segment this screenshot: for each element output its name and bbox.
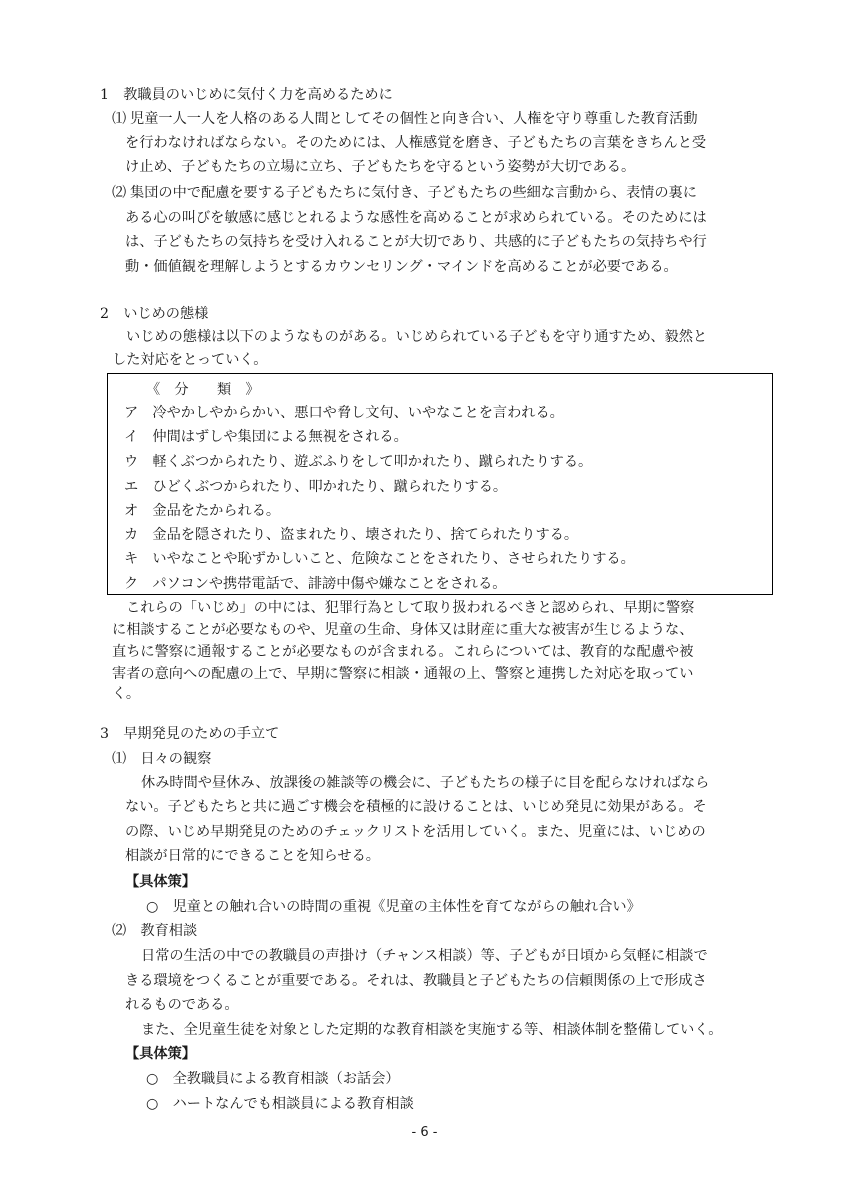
- section2-after-line: く。: [112, 686, 141, 702]
- classification-item: ク パソコンや携帯電話で、誹謗中傷や嫌なことをされる。: [124, 576, 507, 592]
- section3-sub1-measure: ○ 児童との触れ合いの時間の重視《児童の主体性を育てながらの触れ合い》: [146, 899, 641, 915]
- section3-sub1-heading: ⑴ 日々の観察: [112, 751, 212, 767]
- section3-sub2-measures-label: 【具体策】: [125, 1046, 196, 1062]
- section3-sub1-line: 休み時間や昼休み、放課後の雑談等の機会に、子どもたちの様子に目を配らなければなら: [141, 775, 710, 791]
- section3-sub2-line: 日常の生活の中での教職員の声掛け（チャンス相談）等、子どもが日頃から気軽に相談で: [141, 948, 708, 964]
- section1-item2-marker: ⑵: [112, 185, 127, 201]
- section2-after-line: 害者の意向への配慮の上で、早期に警察に相談・通報の上、警察と連携した対応を取ってい: [112, 666, 694, 682]
- section3-sub2-line: きる環境をつくることが重要である。それは、教職員と子どもたちの信頼関係の上で形成さ: [125, 973, 707, 989]
- section2-after-line: これらの「いじめ」の中には、犯罪行為として取り扱われるべきと認められ、早期に警察: [126, 600, 695, 616]
- section3-heading: 3 早期発見のための手立て: [100, 726, 280, 742]
- section1-item1-line: 児童一人一人を人格のある人間としてその個性と向き合い、人権を守り尊重した教育活動: [130, 111, 698, 127]
- section3-sub1-measures-label: 【具体策】: [125, 874, 196, 890]
- section3-sub1-line: ない。子どもたちと共に過ごす機会を積極的に設けることは、いじめ発見に効果がある。そ: [125, 799, 707, 815]
- section1-item1-marker: ⑴: [112, 111, 127, 127]
- section3-sub2-line: また、全児童生徒を対象とした定期的な教育相談を実施する等、相談体制を整備していく。: [141, 1022, 723, 1038]
- section3-sub1-line: の際、いじめ早期発見のためのチェックリストを活用していく。また、児童には、いじめの: [125, 824, 706, 840]
- section1-item2-line: 動・価値観を理解しようとするカウンセリング・マインドを高めることが必要である。: [125, 259, 678, 275]
- classification-item: カ 金品を隠されたり、盗まれたり、壊されたり、捨てられたりする。: [124, 527, 579, 543]
- classification-item: オ 金品をたかられる。: [124, 503, 281, 519]
- section1-item1-line: を行わなければならない。そのためには、人権感覚を磨き、子どもたちの言葉をきちんと受: [125, 135, 707, 151]
- section3-sub1-line: 相談が日常的にできることを知らせる。: [125, 848, 380, 864]
- section3-sub2-measure: ○ 全教職員による教育相談（お話会）: [146, 1071, 400, 1087]
- section3-sub2-measure: ○ ハートなんでも相談員による教育相談: [146, 1096, 414, 1112]
- section1-item1-line: け止め、子どもたちの立場に立ち、子どもたちを守るという姿勢が大切である。: [125, 159, 636, 175]
- section2-heading: 2 いじめの態様: [100, 306, 209, 322]
- classification-item: ア 冷やかしやからかい、悪口や脅し文句、いやなことを言われる。: [124, 405, 564, 421]
- classification-item: エ ひどくぶつかられたり、叩かれたり、蹴られたりする。: [124, 479, 508, 495]
- section1-heading: 1 教職員のいじめに気付く力を高めるために: [100, 87, 393, 103]
- section2-intro-line: した対応をとっていく。: [112, 352, 268, 368]
- page-number: - 6 -: [411, 1125, 438, 1140]
- section3-sub2-line: れるものである。: [125, 997, 239, 1013]
- section3-sub2-heading: ⑵ 教育相談: [112, 923, 198, 939]
- section2-intro-line: いじめの態様は以下のようなものがある。いじめられている子どもを守り通すため、毅然と: [126, 329, 708, 345]
- section1-item2-line: は、子どもたちの気持ちを受け入れることが大切であり、共感的に子どもたちの気持ちや行: [125, 234, 707, 250]
- section2-after-line: に相談することが必要なものや、児童の生命、身体又は財産に重大な被害が生じるような、: [112, 622, 694, 638]
- section1-item2-line: 集団の中で配慮を要する子どもたちに気付き、子どもたちの些細な言動から、表情の裏に: [130, 185, 697, 201]
- classification-item: イ 仲間はずしや集団による無視をされる。: [124, 429, 408, 445]
- classification-item: キ いやなことや恥ずかしいこと、危険なことをされたり、させられたりする。: [124, 551, 635, 567]
- section2-after-line: 直ちに警察に通報することが必要なものが含まれる。これらについては、教育的な配慮や被: [112, 644, 694, 660]
- classification-title: 《 分 類 》: [146, 382, 260, 398]
- section1-item2-line: ある心の叫びを敏感に感じとれるような感性を高めることが求められている。そのためには: [125, 210, 707, 226]
- classification-item: ウ 軽くぶつかられたり、遊ぶふりをして叩かれたり、蹴られたりする。: [124, 454, 593, 470]
